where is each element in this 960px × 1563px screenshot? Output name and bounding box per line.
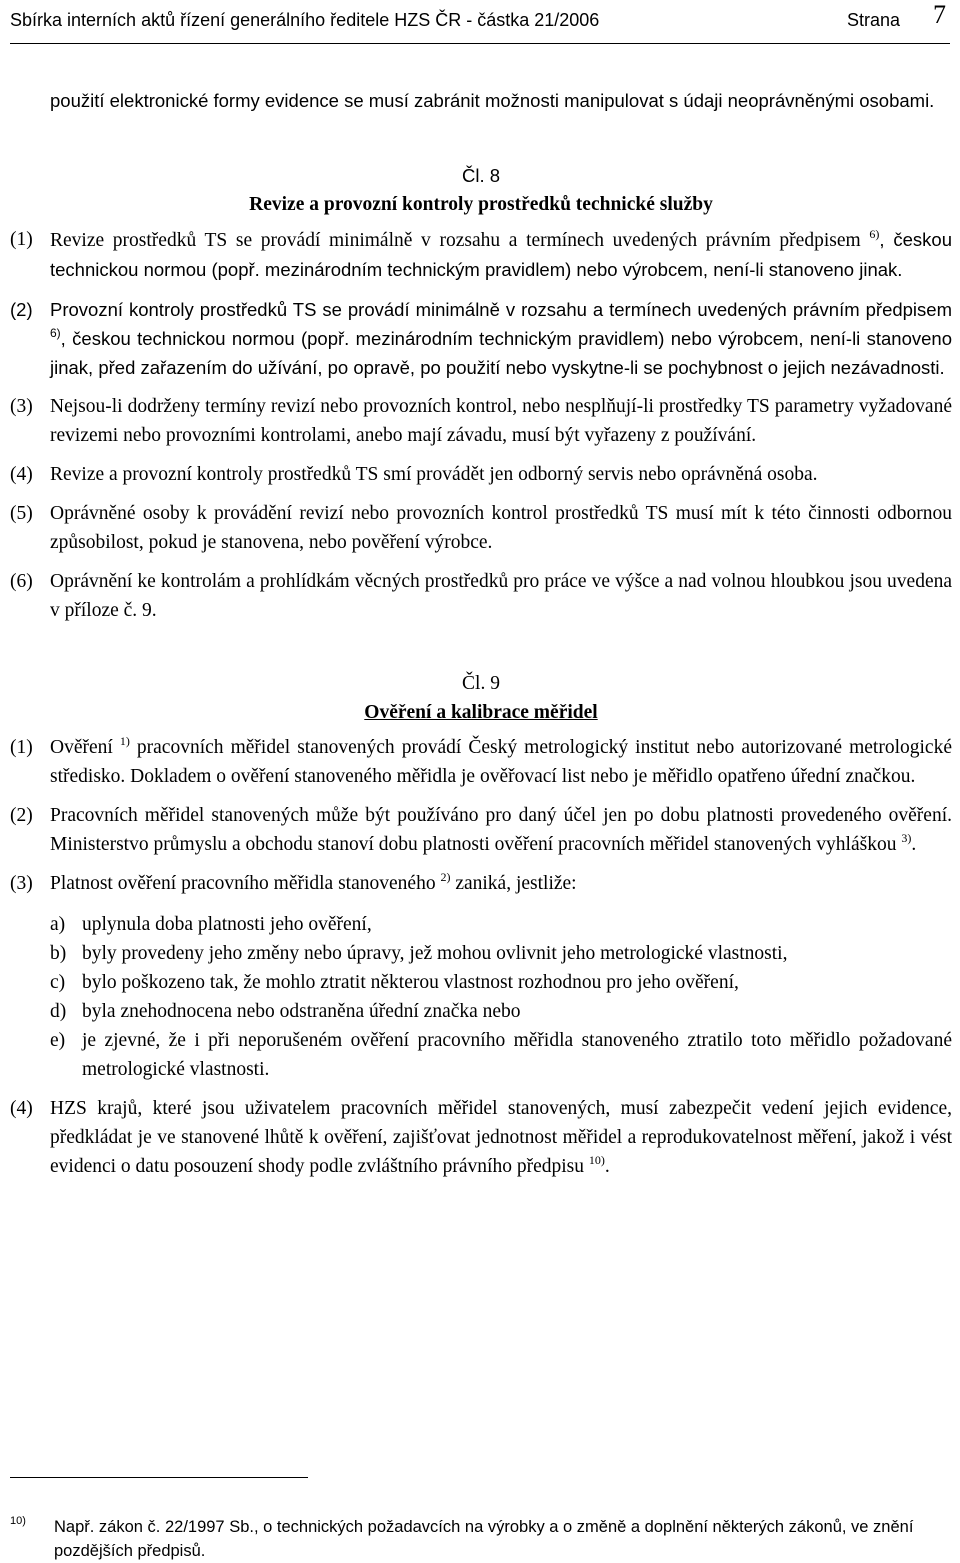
footnote-ref: 2) — [440, 870, 451, 884]
paragraph-number: (6) — [10, 571, 33, 592]
paragraph-number: (4) — [10, 464, 33, 485]
article-8-paragraph-5 — [10, 499, 952, 557]
list-item-label: a) — [50, 914, 66, 935]
article-8-paragraph-1 — [10, 225, 952, 285]
paragraph-text-cont: . — [911, 834, 917, 855]
intro-text: použití elektronické formy evidence se musí zabránit možnosti manipulovat s údaji neoprávněnými osobami. — [50, 90, 935, 111]
article-9-paragraph-2 — [10, 801, 952, 859]
paragraph-text-cont: . — [604, 1156, 610, 1177]
article-9-number: Čl. 9 — [462, 673, 500, 694]
article-9-title: Ověření a kalibrace měřidel — [364, 702, 598, 723]
paragraph-text: Pracovních měřidel stanovených může být používáno pro daný účel jen po dobu platnosti provedeného ověření. Ministerstvo průmyslu a obchodu stanoví dobu platnosti ověření pracovních měřidel stanovených vyhláškou — [50, 805, 952, 855]
paragraph-text: Nejsou-li dodrženy termíny revizí nebo provozních kontrol, nebo nesplňují-li prostředky TS parametry vyžadované revizemi nebo provozními kontrolami, anebo mají závadu, musí být vyřazeny z používání. — [50, 396, 952, 446]
list-item-text: bylo poškozeno tak, že mohlo ztratit některou vlastnost rozhodnou pro jeho ověření, — [82, 972, 739, 993]
paragraph-text: Ověření — [50, 737, 120, 758]
paragraph-text: Platnost ověření pracovního měřidla stanoveného — [50, 873, 441, 894]
list-item-label: e) — [50, 1030, 66, 1051]
page-body — [10, 86, 952, 1191]
paragraph-text-cont: , českou technickou normou (popř. mezinárodním technickým pravidlem) nebo výrobcem, není-li stanoveno jinak. — [50, 229, 952, 280]
list-item — [50, 997, 952, 1026]
paragraph-text-cont: zaniká, jestliže: — [450, 873, 577, 894]
article-9-paragraph-1 — [10, 733, 952, 791]
footnote-ref: 6) — [50, 326, 61, 340]
paragraph-number: (4) — [10, 1098, 33, 1119]
paragraph-text: HZS krajů, které jsou uživatelem pracovních měřidel stanovených, musí zabezpečit vedení jejich evidence, předkládat je ve stanovené lhůtě k ověření, zajišťovat jednotnost měřidel a reprodukovatelnost měření, jakož i vést evidenci o datu posouzení shody podle zvláštního právního předpisu — [50, 1098, 952, 1177]
list-item — [50, 1026, 952, 1084]
header-rule — [10, 43, 950, 44]
paragraph-text: Oprávnění ke kontrolám a prohlídkám věcných prostředků pro práce ve výšce a nad volnou hloubkou jsou uvedena v příloze č. 9. — [50, 571, 952, 621]
page-number: 7 — [933, 0, 946, 29]
footnote-ref: 10) — [588, 1153, 605, 1167]
list-item-label: b) — [50, 943, 67, 964]
paragraph-text: Revize a provozní kontroly prostředků TS smí provádět jen odborný servis nebo oprávněná osoba. — [50, 464, 818, 485]
page-label: Strana — [846, 10, 900, 30]
footnote — [10, 1515, 952, 1563]
paragraph-number: (1) — [10, 229, 33, 250]
list-item-text: byla znehodnocena nebo odstraněna úřední značka nebo — [82, 1001, 521, 1022]
paragraph-number: (2) — [10, 805, 33, 826]
paragraph-text: Provozní kontroly prostředků TS se provádí minimálně v rozsahu a termínech uvedených právním předpisem — [50, 299, 952, 320]
page-header — [10, 0, 950, 44]
footnote-text: Např. zákon č. 22/1997 Sb., o technických požadavcích na výrobky a o změně a doplnění některých zákonů, ve znění pozdějších předpisů. — [54, 1518, 914, 1560]
article-8-title: Revize a provozní kontroly prostředků technické služby — [249, 194, 713, 215]
list-item — [50, 968, 952, 997]
footnote-ref: 6) — [869, 227, 880, 241]
list-item-text: byly provedeny jeho změny nebo úpravy, jež mohou ovlivnit jeho metrologické vlastnosti, — [82, 943, 788, 964]
paragraph-text-cont: , českou technickou normou (popř. mezinárodním technickým pravidlem) nebo výrobcem, není-li stanoveno jinak, před zařazením do užívání, po opravě, po použití nebo vyskytne-li se pochybnost o jejich nezávadnosti. — [50, 328, 952, 378]
list-item — [50, 939, 952, 968]
article-9-paragraph-4 — [10, 1094, 952, 1181]
paragraph-text: Oprávněné osoby k provádění revizí nebo provozních kontrol prostředků TS musí mít k této činnosti odbornou způsobilost, pokud je stanovena, nebo pověření výrobce. — [50, 503, 952, 553]
article-8-paragraph-4 — [10, 460, 952, 489]
paragraph-number: (1) — [10, 737, 33, 758]
paragraph-number: (5) — [10, 503, 33, 524]
list-item — [50, 910, 952, 939]
article-8-paragraph-2 — [10, 295, 952, 382]
article-9 — [10, 669, 952, 1181]
paragraph-number: (3) — [10, 396, 33, 417]
footnote-mark: 10) — [10, 1515, 26, 1527]
list-item-text: uplynula doba platnosti jeho ověření, — [82, 914, 372, 935]
list-item-label: c) — [50, 972, 66, 993]
article-8-number: Čl. 8 — [461, 165, 501, 186]
paragraph-number: (3) — [10, 873, 33, 894]
paragraph-text-cont: pracovních měřidel stanovených provádí Český metrologický institut nebo autorizované metrologické středisko. Dokladem o ověření stanoveného měřidla je ověřovací list nebo je měřidlo opatřeno úřední značkou. — [50, 737, 952, 787]
paragraph-number: (2) — [10, 299, 33, 320]
article-8-paragraph-3 — [10, 392, 952, 450]
paragraph-text: Revize prostředků TS se provádí minimálně v rozsahu a termínech uvedených právním předpisem — [50, 230, 870, 251]
footnote-ref: 1) — [119, 734, 130, 748]
article-9-paragraph-3 — [10, 869, 952, 898]
condition-list — [50, 910, 952, 1084]
list-item-label: d) — [50, 1001, 67, 1022]
article-8-paragraph-6 — [10, 567, 952, 625]
footnote-rule — [10, 1477, 308, 1478]
list-item-text: je zjevné, že i při neporušeném ověření pracovního měřidla stanoveného ztratilo toto měřidlo požadované metrologické vlastnosti. — [82, 1030, 952, 1080]
footnote-ref: 3) — [901, 831, 912, 845]
header-title: Sbírka interních aktů řízení generálního ředitele HZS ČR - částka 21/2006 — [10, 10, 600, 30]
article-8 — [10, 161, 952, 625]
